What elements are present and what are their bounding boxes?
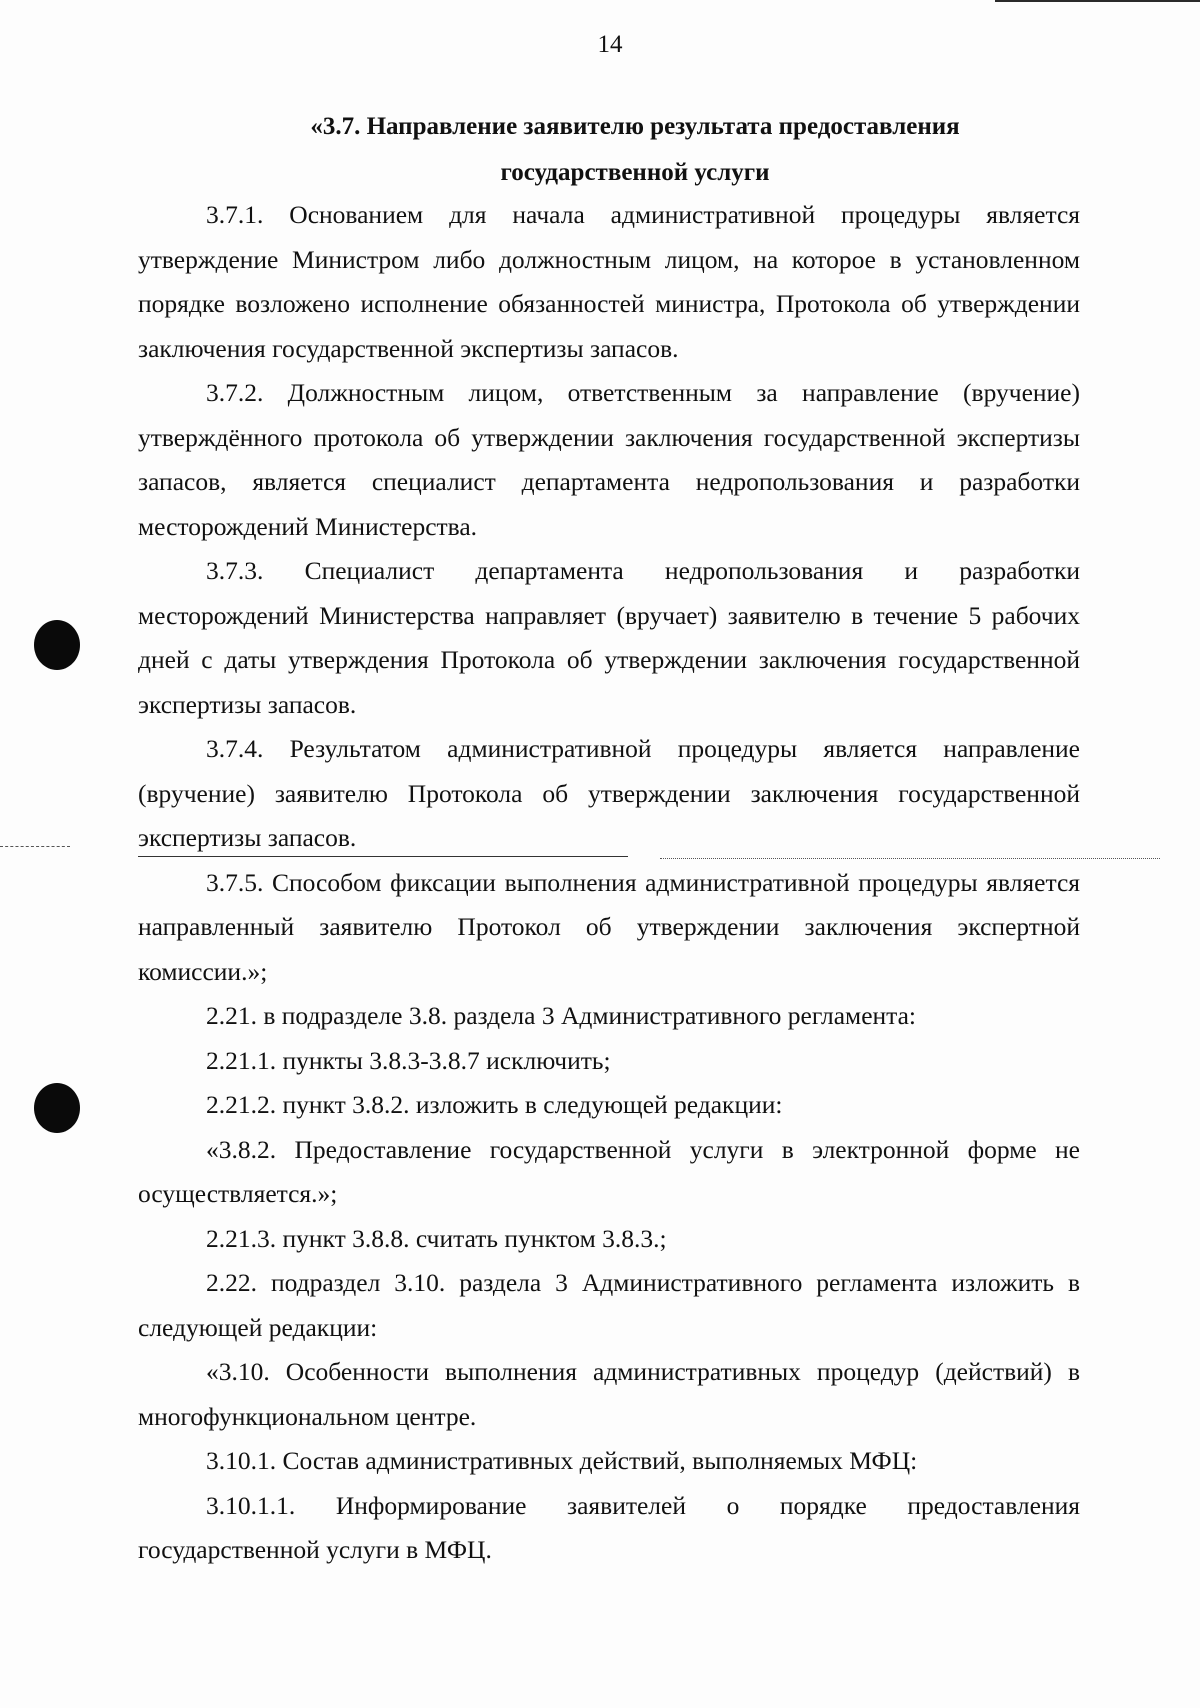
- scan-artifact-strike-line: [138, 856, 628, 857]
- paragraph-3-7-1: 3.7.1. Основанием для начала административной процедуры является утверждение Министром либо должностным лицом, на которое в установленном порядке возложено исполнение обязанностей министра, Протокола об утверждении заключения государственной экспертизы запасов.: [138, 200, 1080, 363]
- paragraph-2-21-2: 2.21.2. пункт 3.8.2. изложить в следующей редакции:: [206, 1090, 783, 1119]
- page-number: 14: [597, 31, 623, 58]
- scan-artifact-dash-right: [660, 858, 1160, 859]
- paragraph-3-10-1-1: 3.10.1.1. Информирование заявителей о порядке предоставления государственной услуги в МФЦ.: [138, 1490, 1080, 1564]
- section-heading: [170, 104, 1100, 196]
- paragraph-3-7-4: 3.7.4. Результатом административной процедуры является направление (вручение) заявителю Протокола об утверждении заключения государственной экспертизы запасов.: [138, 734, 1080, 852]
- paragraph-3-10-1: 3.10.1. Состав административных действий, выполняемых МФЦ:: [206, 1446, 918, 1475]
- top-edge-rule: [995, 0, 1200, 2]
- punch-hole-top: [34, 620, 80, 670]
- scan-artifact-dash-left: [0, 846, 70, 847]
- document-body: [138, 193, 1080, 1573]
- punch-hole-bottom: [34, 1083, 80, 1133]
- section-heading-line-2: государственной услуги: [500, 159, 770, 186]
- paragraph-3-7-5: 3.7.5. Способом фиксации выполнения административной процедуры является направленный заявителю Протокол об утверждении заключения экспертной комиссии.»;: [138, 867, 1080, 986]
- paragraph-3-7-2: 3.7.2. Должностным лицом, ответственным за направление (вручение) утверждённого протокола об утверждении заключения государственной экспертизы запасов, является специалист департамента недропользования и разработки месторождений Министерства.: [138, 378, 1080, 541]
- paragraph-3-7-3: 3.7.3. Специалист департамента недропользования и разработки месторождений Министерства направляет (вручает) заявителю в течение 5 рабочих дней с даты утверждения Протокола об утверждении заключения государственной экспертизы запасов.: [138, 556, 1080, 719]
- paragraph-3-10: «3.10. Особенности выполнения административных процедур (действий) в многофункциональном центре.: [138, 1357, 1080, 1431]
- paragraph-2-21-1: 2.21.1. пункты 3.8.3-3.8.7 исключить;: [206, 1045, 611, 1075]
- paragraph-2-21: 2.21. в подразделе 3.8. раздела 3 Административного регламента:: [206, 1001, 917, 1030]
- paragraph-2-21-3: 2.21.3. пункт 3.8.8. считать пунктом 3.8.3.;: [206, 1223, 667, 1253]
- paragraph-3-8-2: «3.8.2. Предоставление государственной услуги в электронной форме не осуществляется.»;: [138, 1134, 1080, 1208]
- paragraph-2-22: 2.22. подраздел 3.10. раздела 3 Административного регламента изложить в следующей редакции:: [138, 1268, 1080, 1342]
- section-heading-line-1: «3.7. Направление заявителю результата предоставления: [310, 113, 960, 140]
